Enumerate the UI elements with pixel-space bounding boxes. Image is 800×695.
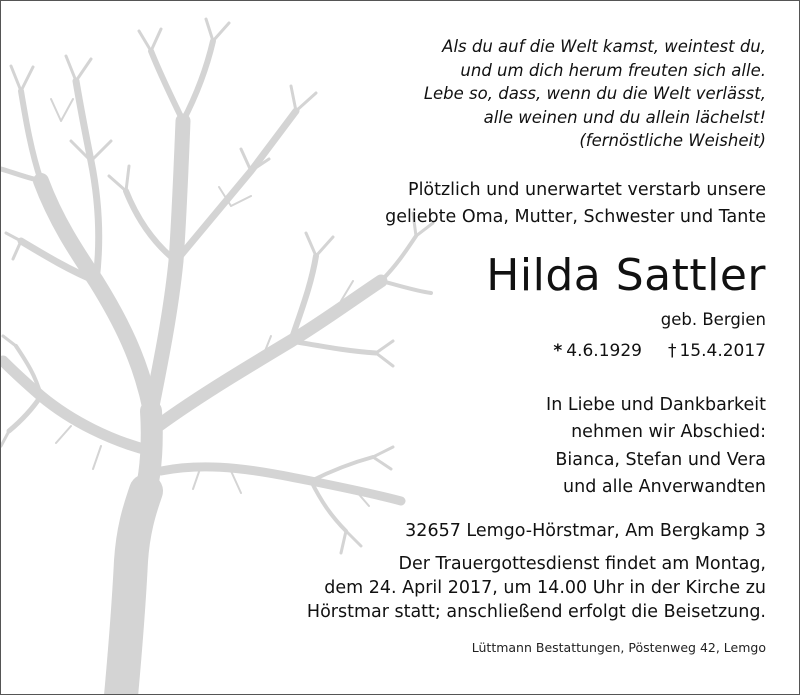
farewell-text [546, 392, 766, 446]
deceased-name: Hilda Sattler [486, 250, 766, 301]
death-date: 15.4.2017 [679, 341, 766, 361]
birth-star-icon: * [553, 341, 563, 361]
quote-line: alle weinen und du allein lächelst! [483, 107, 766, 127]
farewell-line: In Liebe und Dankbarkeit [546, 395, 766, 415]
service-line: Hörstmar statt; anschließend erfolgt die Beisetzung. [306, 602, 766, 622]
epigraph-quote [424, 35, 766, 153]
mourners-list [555, 447, 766, 501]
quote-line: Als du auf die Welt kamst, weintest du, [442, 37, 766, 56]
farewell-line: nehmen wir Abschied: [571, 422, 766, 442]
death-cross-icon: † [667, 341, 677, 361]
mourners-line: und alle Anverwandten [563, 477, 766, 497]
service-line: dem 24. April 2017, um 14.00 Uhr in der Kirche zu [324, 578, 766, 598]
maiden-name: geb. Bergien [660, 310, 766, 329]
mourners-line: Bianca, Stefan und Vera [555, 450, 766, 470]
announcement-line: geliebte Oma, Mutter, Schwester und Tante [385, 207, 766, 227]
death-date-group [668, 341, 766, 361]
life-dates [553, 339, 766, 363]
death-announcement [385, 177, 766, 231]
funeral-service-info [307, 552, 766, 624]
birth-date-group [553, 341, 642, 361]
funeral-home-credit: Lüttmann Bestattungen, Pöstenweg 42, Lemgo [471, 640, 766, 655]
family-address: 32657 Lemgo-Hörstmar, Am Bergkamp 3 [405, 521, 766, 541]
service-line: Der Trauergottesdienst findet am Montag, [398, 554, 766, 574]
birth-date: 4.6.1929 [566, 341, 642, 361]
quote-line: Lebe so, dass, wenn du die Welt verlässt, [423, 84, 766, 103]
announcement-line: Plötzlich und unerwartet verstarb unsere [408, 180, 766, 200]
quote-line: und um dich herum freuten sich alle. [460, 60, 766, 80]
quote-attribution: (fernöstliche Weisheit) [579, 131, 766, 150]
